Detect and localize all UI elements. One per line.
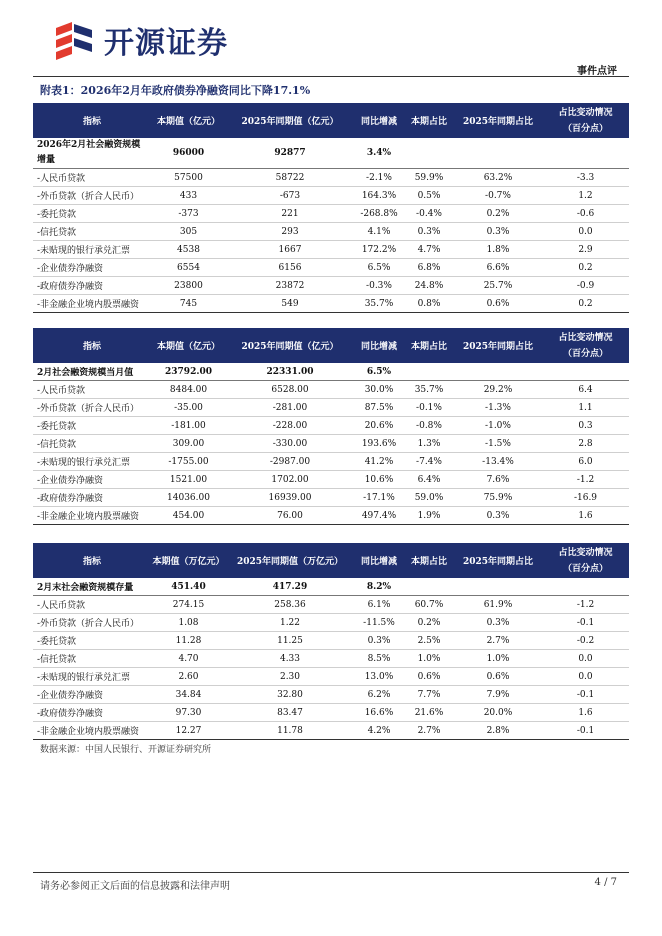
cell-value: -1.2 xyxy=(542,471,629,489)
row-label: -非金融企业境内股票融资 xyxy=(33,295,151,313)
cell-value: 274.15 xyxy=(151,596,226,614)
cell-value: -16.9 xyxy=(542,489,629,507)
cell-value: 293 xyxy=(226,223,354,241)
cell-value: 451.40 xyxy=(151,578,226,596)
column-header: 占比变动情况（百分点） xyxy=(542,543,629,578)
cell-value: 34.84 xyxy=(151,686,226,704)
table-row xyxy=(33,435,629,453)
cell-value: 20.0% xyxy=(454,704,542,722)
cell-value: 0.3% xyxy=(454,223,542,241)
cell-value: 16.6% xyxy=(354,704,404,722)
report-type-tag: 事件点评 xyxy=(577,66,617,77)
cell-value: 6.1% xyxy=(354,596,404,614)
column-header: 本期值（亿元） xyxy=(151,103,226,138)
table-header-row xyxy=(33,543,629,578)
cell-value: 14036.00 xyxy=(151,489,226,507)
cell-value: 23800 xyxy=(151,277,226,295)
cell-value: 87.5% xyxy=(354,399,404,417)
cell-value: -0.7% xyxy=(454,187,542,205)
row-label: -政府债券净融资 xyxy=(33,489,151,507)
cell-value: 96000 xyxy=(151,138,226,169)
cell-value: -0.1 xyxy=(542,614,629,632)
cell-value: 2.9 xyxy=(542,241,629,259)
table-row xyxy=(33,614,629,632)
cell-value: 20.6% xyxy=(354,417,404,435)
cell-value: 4.33 xyxy=(226,650,354,668)
brand-logo-icon xyxy=(52,20,96,60)
cell-value: 0.3 xyxy=(542,417,629,435)
cell-value: 0.2% xyxy=(454,205,542,223)
cell-value: 1521.00 xyxy=(151,471,226,489)
row-label: -外币贷款（折合人民币） xyxy=(33,187,151,205)
cell-value: -0.9 xyxy=(542,277,629,295)
cell-value: -0.1 xyxy=(542,686,629,704)
row-label: -外币贷款（折合人民币） xyxy=(33,399,151,417)
cell-value: 258.36 xyxy=(226,596,354,614)
column-header: 2025年同期占比 xyxy=(454,328,542,363)
table-row xyxy=(33,704,629,722)
cell-value: -0.8% xyxy=(404,417,454,435)
cell-value xyxy=(404,363,454,381)
cell-value: 57500 xyxy=(151,169,226,187)
table-total-row xyxy=(33,138,629,169)
cell-value: 11.25 xyxy=(226,632,354,650)
cell-value: -2.1% xyxy=(354,169,404,187)
row-label: -未贴现的银行承兑汇票 xyxy=(33,668,151,686)
cell-value: -35.00 xyxy=(151,399,226,417)
cell-value: -2987.00 xyxy=(226,453,354,471)
cell-value: 2.30 xyxy=(226,668,354,686)
row-label: -委托贷款 xyxy=(33,417,151,435)
row-label: 2月社会融资规模当月值 xyxy=(33,363,151,381)
cell-value: 549 xyxy=(226,295,354,313)
cell-value: 1.8% xyxy=(454,241,542,259)
cell-value: -0.4% xyxy=(404,205,454,223)
cell-value: -181.00 xyxy=(151,417,226,435)
cell-value: 1.0% xyxy=(454,650,542,668)
cell-value: 6156 xyxy=(226,259,354,277)
cell-value: 1.6 xyxy=(542,507,629,525)
cell-value xyxy=(542,363,629,381)
cell-value: 1702.00 xyxy=(226,471,354,489)
table-row xyxy=(33,381,629,399)
column-header: 指标 xyxy=(33,328,151,363)
cell-value: 309.00 xyxy=(151,435,226,453)
cell-value: 0.3% xyxy=(454,507,542,525)
cell-value xyxy=(542,138,629,169)
cell-value: 97.30 xyxy=(151,704,226,722)
cell-value: 0.0 xyxy=(542,650,629,668)
cell-value: 0.3% xyxy=(454,614,542,632)
cell-value: 76.00 xyxy=(226,507,354,525)
table-row xyxy=(33,169,629,187)
column-header: 本期占比 xyxy=(404,103,454,138)
cell-value: 29.2% xyxy=(454,381,542,399)
cell-value: 32.80 xyxy=(226,686,354,704)
cell-value: 0.0 xyxy=(542,668,629,686)
cell-value: 4.1% xyxy=(354,223,404,241)
row-label: -外币贷款（折合人民币） xyxy=(33,614,151,632)
column-header: 2025年同期值（亿元） xyxy=(226,103,354,138)
cell-value: 417.29 xyxy=(226,578,354,596)
column-header: 指标 xyxy=(33,103,151,138)
cell-value: 0.2% xyxy=(404,614,454,632)
cell-value: 58722 xyxy=(226,169,354,187)
cell-value: -0.6 xyxy=(542,205,629,223)
column-header: 指标 xyxy=(33,543,151,578)
brand-logo xyxy=(52,20,228,60)
cell-value: -228.00 xyxy=(226,417,354,435)
brand-name: 开源证券 xyxy=(104,26,228,61)
cell-value: 193.6% xyxy=(354,435,404,453)
social-financing-stock-table xyxy=(33,543,629,740)
cell-value: 59.0% xyxy=(404,489,454,507)
cell-value: 22331.00 xyxy=(226,363,354,381)
table-title: 附表1：2026年2月年政府债券净融资同比下降17.1% xyxy=(40,84,311,97)
cell-value: 8.2% xyxy=(354,578,404,596)
page-number: 4 / 7 xyxy=(594,877,617,888)
row-label: -人民币贷款 xyxy=(33,381,151,399)
cell-value: 745 xyxy=(151,295,226,313)
cell-value: 6.5% xyxy=(354,259,404,277)
cell-value: 1.1 xyxy=(542,399,629,417)
cell-value: 23792.00 xyxy=(151,363,226,381)
cell-value: 172.2% xyxy=(354,241,404,259)
column-header: 占比变动情况（百分点） xyxy=(542,328,629,363)
cell-value: 61.9% xyxy=(454,596,542,614)
row-label: -委托贷款 xyxy=(33,632,151,650)
cell-value: -1.3% xyxy=(454,399,542,417)
table-total-row xyxy=(33,363,629,381)
table-row xyxy=(33,489,629,507)
cell-value: 221 xyxy=(226,205,354,223)
cell-value: 1.3% xyxy=(404,435,454,453)
column-header: 本期占比 xyxy=(404,328,454,363)
column-header: 同比增减 xyxy=(354,328,404,363)
table-row xyxy=(33,668,629,686)
cell-value: 0.3% xyxy=(354,632,404,650)
cell-value xyxy=(542,578,629,596)
table-row xyxy=(33,187,629,205)
cell-value: -373 xyxy=(151,205,226,223)
cell-value: -0.1% xyxy=(404,399,454,417)
cell-value: -0.2 xyxy=(542,632,629,650)
cell-value: -11.5% xyxy=(354,614,404,632)
table-row xyxy=(33,471,629,489)
column-header: 2025年同期占比 xyxy=(454,543,542,578)
cell-value: 2.8 xyxy=(542,435,629,453)
cell-value: 497.4% xyxy=(354,507,404,525)
cell-value xyxy=(404,138,454,169)
social-financing-monthly-table xyxy=(33,328,629,525)
cell-value: 2.8% xyxy=(454,722,542,740)
cell-value: 63.2% xyxy=(454,169,542,187)
column-header: 2025年同期值（亿元） xyxy=(226,328,354,363)
cell-value: 25.7% xyxy=(454,277,542,295)
cell-value: 1.2 xyxy=(542,187,629,205)
table-row xyxy=(33,686,629,704)
cell-value: 454.00 xyxy=(151,507,226,525)
cell-value: 4.2% xyxy=(354,722,404,740)
cell-value: 6.2% xyxy=(354,686,404,704)
cell-value: 11.28 xyxy=(151,632,226,650)
table-row xyxy=(33,632,629,650)
cell-value: 11.78 xyxy=(226,722,354,740)
cell-value: 10.6% xyxy=(354,471,404,489)
row-label: -人民币贷款 xyxy=(33,169,151,187)
table-row xyxy=(33,650,629,668)
cell-value: 4.7% xyxy=(404,241,454,259)
table-row xyxy=(33,277,629,295)
cell-value: 1.08 xyxy=(151,614,226,632)
table-row xyxy=(33,223,629,241)
cell-value: 59.9% xyxy=(404,169,454,187)
cell-value: -330.00 xyxy=(226,435,354,453)
cell-value: 6.4% xyxy=(404,471,454,489)
cell-value: 6528.00 xyxy=(226,381,354,399)
column-header: 2025年同期占比 xyxy=(454,103,542,138)
table-row xyxy=(33,241,629,259)
table-header-row xyxy=(33,103,629,138)
cell-value: 41.2% xyxy=(354,453,404,471)
footer-divider xyxy=(33,872,629,873)
cell-value xyxy=(454,138,542,169)
cell-value: 7.6% xyxy=(454,471,542,489)
cell-value: 30.0% xyxy=(354,381,404,399)
row-label: -政府债券净融资 xyxy=(33,277,151,295)
cell-value: 6.5% xyxy=(354,363,404,381)
cell-value: 164.3% xyxy=(354,187,404,205)
cell-value: 0.2 xyxy=(542,259,629,277)
column-header: 本期占比 xyxy=(404,543,454,578)
cell-value: 8484.00 xyxy=(151,381,226,399)
cell-value: 0.6% xyxy=(404,668,454,686)
cell-value: 2.60 xyxy=(151,668,226,686)
cell-value: 13.0% xyxy=(354,668,404,686)
cell-value xyxy=(454,578,542,596)
cell-value: 8.5% xyxy=(354,650,404,668)
cell-value: 4.70 xyxy=(151,650,226,668)
cell-value: 6.6% xyxy=(454,259,542,277)
row-label: 2月末社会融资规模存量 xyxy=(33,578,151,596)
cell-value: 6.0 xyxy=(542,453,629,471)
cell-value: 16939.00 xyxy=(226,489,354,507)
row-label: -未贴现的银行承兑汇票 xyxy=(33,241,151,259)
cell-value: 1.9% xyxy=(404,507,454,525)
cell-value: 24.8% xyxy=(404,277,454,295)
cell-value: 75.9% xyxy=(454,489,542,507)
cell-value: 35.7% xyxy=(354,295,404,313)
column-header: 2025年同期值（万亿元） xyxy=(226,543,354,578)
cell-value: 21.6% xyxy=(404,704,454,722)
row-label: -信托贷款 xyxy=(33,435,151,453)
header-divider xyxy=(33,76,629,77)
column-header: 本期值（万亿元） xyxy=(151,543,226,578)
table-row xyxy=(33,507,629,525)
cell-value: 0.5% xyxy=(404,187,454,205)
column-header: 同比增减 xyxy=(354,543,404,578)
cell-value: 4538 xyxy=(151,241,226,259)
cell-value: -0.3% xyxy=(354,277,404,295)
row-label: -企业债券净融资 xyxy=(33,471,151,489)
table-row xyxy=(33,295,629,313)
cell-value: -7.4% xyxy=(404,453,454,471)
cell-value: 0.0 xyxy=(542,223,629,241)
row-label: -非金融企业境内股票融资 xyxy=(33,507,151,525)
cell-value: 60.7% xyxy=(404,596,454,614)
cell-value xyxy=(454,363,542,381)
cell-value: 6554 xyxy=(151,259,226,277)
table-total-row xyxy=(33,578,629,596)
cell-value: 305 xyxy=(151,223,226,241)
cell-value: 83.47 xyxy=(226,704,354,722)
cell-value: 92877 xyxy=(226,138,354,169)
cell-value: 0.2 xyxy=(542,295,629,313)
cell-value: -3.3 xyxy=(542,169,629,187)
cell-value: -13.4% xyxy=(454,453,542,471)
row-label: -企业债券净融资 xyxy=(33,686,151,704)
row-label: 2026年2月社会融资规模增量 xyxy=(33,138,151,169)
row-label: -政府债券净融资 xyxy=(33,704,151,722)
column-header: 同比增减 xyxy=(354,103,404,138)
cell-value: 35.7% xyxy=(404,381,454,399)
table-header-row xyxy=(33,328,629,363)
table-row xyxy=(33,453,629,471)
cell-value: -1.5% xyxy=(454,435,542,453)
cell-value: 2.7% xyxy=(404,722,454,740)
cell-value: 0.3% xyxy=(404,223,454,241)
table-row xyxy=(33,722,629,740)
cell-value: 0.8% xyxy=(404,295,454,313)
row-label: -委托贷款 xyxy=(33,205,151,223)
cell-value: -1.2 xyxy=(542,596,629,614)
cell-value: -673 xyxy=(226,187,354,205)
table-row xyxy=(33,259,629,277)
cell-value: 6.8% xyxy=(404,259,454,277)
cell-value: 2.7% xyxy=(454,632,542,650)
table-row xyxy=(33,399,629,417)
table-row xyxy=(33,596,629,614)
row-label: -信托贷款 xyxy=(33,223,151,241)
cell-value: -0.1 xyxy=(542,722,629,740)
cell-value: 1.0% xyxy=(404,650,454,668)
cell-value: -17.1% xyxy=(354,489,404,507)
cell-value: 23872 xyxy=(226,277,354,295)
cell-value: -1.0% xyxy=(454,417,542,435)
column-header: 占比变动情况（百分点） xyxy=(542,103,629,138)
cell-value: 433 xyxy=(151,187,226,205)
row-label: -未贴现的银行承兑汇票 xyxy=(33,453,151,471)
footer-disclaimer: 请务必参阅正文后面的信息披露和法律声明 xyxy=(40,881,230,892)
cell-value: 12.27 xyxy=(151,722,226,740)
cell-value: 0.6% xyxy=(454,295,542,313)
cell-value: 1667 xyxy=(226,241,354,259)
cell-value: 0.6% xyxy=(454,668,542,686)
cell-value: 6.4 xyxy=(542,381,629,399)
cell-value: 2.5% xyxy=(404,632,454,650)
table-row xyxy=(33,205,629,223)
row-label: -非金融企业境内股票融资 xyxy=(33,722,151,740)
cell-value: -1755.00 xyxy=(151,453,226,471)
row-label: -企业债券净融资 xyxy=(33,259,151,277)
data-source-note: 数据来源：中国人民银行、开源证券研究所 xyxy=(40,745,212,755)
row-label: -人民币贷款 xyxy=(33,596,151,614)
cell-value: -281.00 xyxy=(226,399,354,417)
cell-value: 1.22 xyxy=(226,614,354,632)
cell-value: 7.9% xyxy=(454,686,542,704)
row-label: -信托贷款 xyxy=(33,650,151,668)
cell-value: 7.7% xyxy=(404,686,454,704)
cell-value xyxy=(404,578,454,596)
column-header: 本期值（亿元） xyxy=(151,328,226,363)
cell-value: 3.4% xyxy=(354,138,404,169)
social-financing-increment-table xyxy=(33,103,629,313)
cell-value: 1.6 xyxy=(542,704,629,722)
table-row xyxy=(33,417,629,435)
cell-value: -268.8% xyxy=(354,205,404,223)
